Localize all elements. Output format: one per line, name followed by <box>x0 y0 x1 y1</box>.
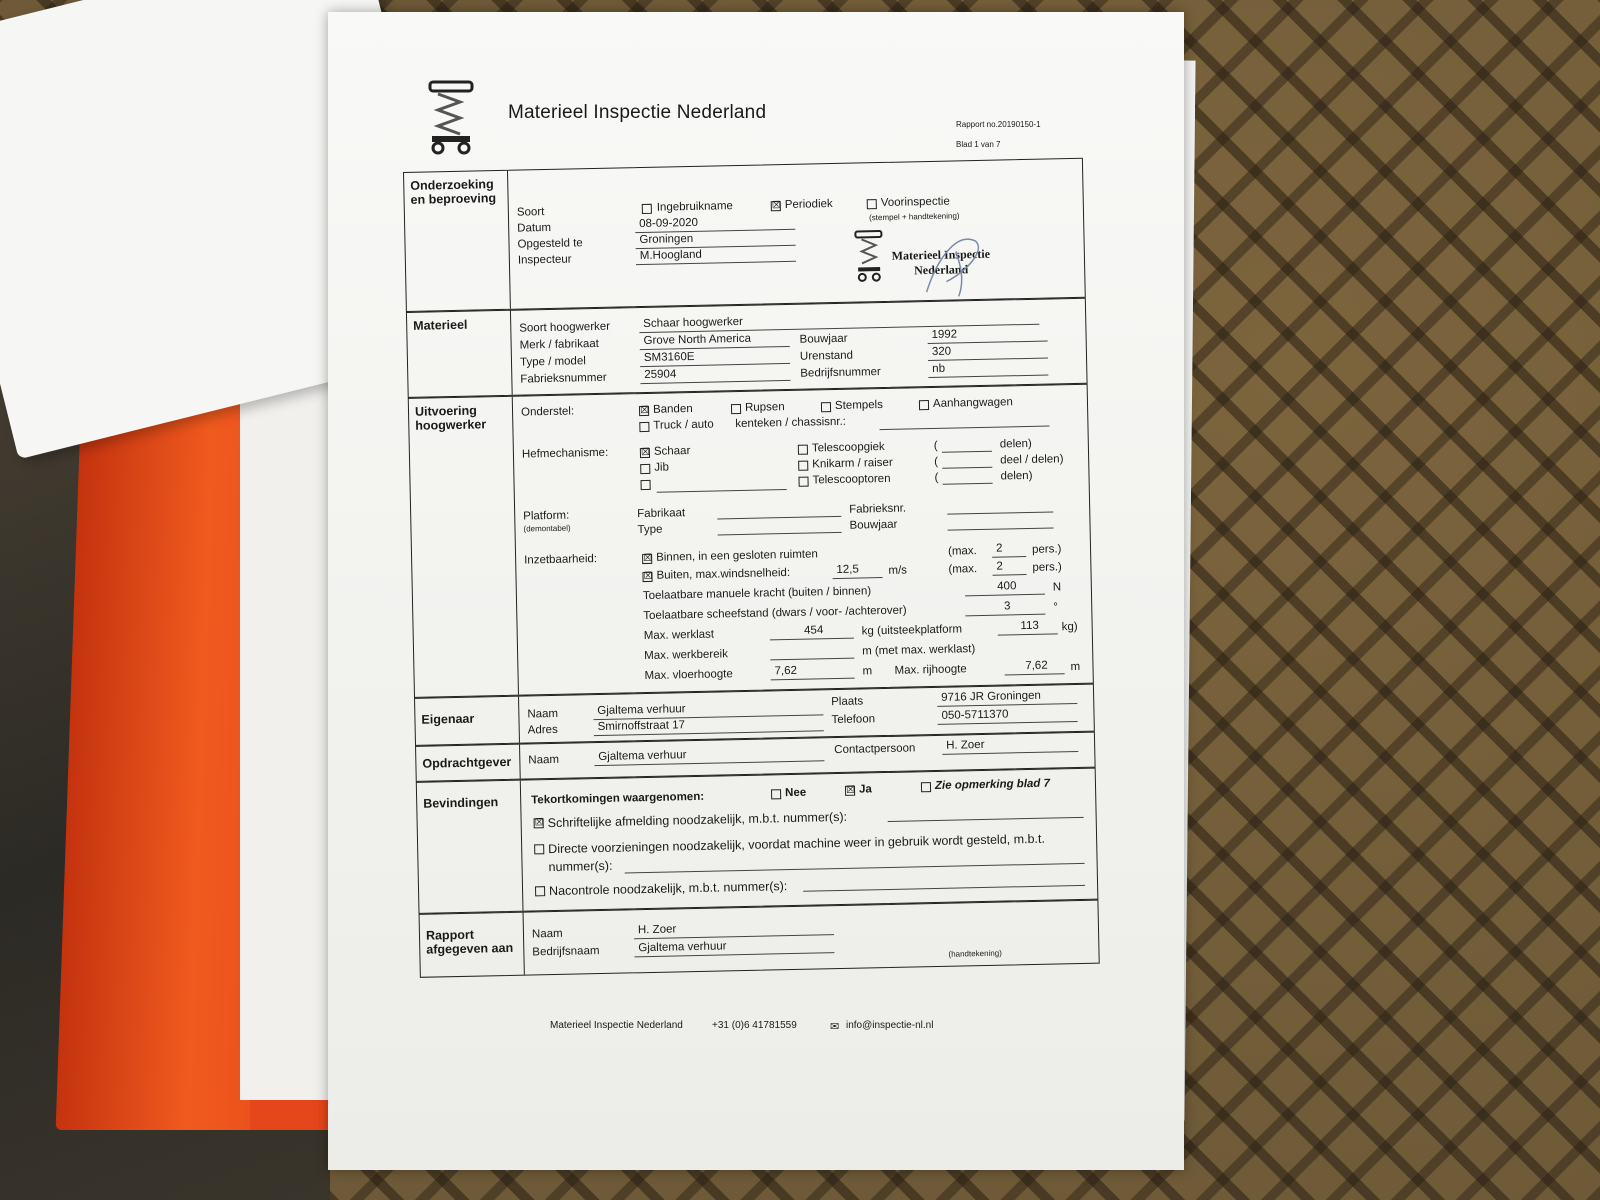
checkbox-knikarm[interactable] <box>798 461 808 471</box>
label-fabrieksnummer: Fabrieksnummer <box>520 371 607 386</box>
value-pers-buiten: 2 <box>992 560 1026 576</box>
field-other-hef[interactable] <box>657 477 787 493</box>
label-platform: Platform: <box>523 509 570 523</box>
sheet-number: Blad 1 van 7 <box>956 140 1001 149</box>
label-telefoon: Telefoon <box>831 713 876 727</box>
section-title: Materieel <box>407 311 513 397</box>
value-opdracht-naam: Gjaltema verhuur <box>594 746 824 766</box>
value-vloerhoogte: 7,62 <box>770 664 854 681</box>
label-werkbereik: Max. werkbereik <box>644 648 729 663</box>
unit-kg: kg) <box>1061 620 1078 634</box>
text-nacontrole: Nacontrole noodzakelijk, m.b.t. nummer(s): <box>548 879 788 899</box>
footer-email: info@inspectie-nl.nl <box>846 1020 934 1031</box>
section-uitvoering: Uitvoering hoogwerker Onderstel: ☒ Banden Rupsen Stempels Aanhangwagen Truck / auto kenteken / chassisnr.: Hefmechanisme: ☒ Schaar Jib Telescoopgiek Knikarm / raiser Telescooptoren ( delen) ( deel / delen) ( delen) Platform: (demontabel) Fabrikaat Type Fabrieksnr. Bouwjaar Inzetbaarheid: ☒ Binnen, in een gesloten ruimten ☒ Buiten, max.windsnelheid: 12,5 m/s (max. 2 pers.) (max. 2 pers.) Toelaatbare manuele kracht (buiten / binnen) 400 N Toelaatbare scheefstand (dwars / voor- /achterover) 3 ° Max. werklast 454 kg (uitsteekplatform 113 kg) Max. werkbereik m (met max. werklast) Max. vloerhoogte 7,62 m Max. rijhoogte 7,62 m <box>408 384 1094 698</box>
value-soort-hoogwerker: Schaar hoogwerker <box>639 310 1039 333</box>
option-buiten: Buiten, max.windsnelheid: <box>656 566 791 582</box>
unit-windsnelheid: m/s <box>888 564 908 577</box>
option-zie-opmerking: Zie opmerking blad 7 <box>934 777 1051 792</box>
checkbox-nacontrole[interactable] <box>535 886 545 896</box>
section-title: Rapport afgegeven aan <box>420 913 525 977</box>
text-directe-voorzieningen: Directe voorzieningen noodzakelijk, voordat machine weer in gebruik wordt gesteld, m.b.t. <box>548 831 1046 857</box>
unit-kracht: N <box>1052 581 1062 594</box>
report-number: Rapport no.20190150-1 <box>956 120 1041 129</box>
checkbox-schaar[interactable]: ☒ <box>640 446 651 459</box>
field-delen-1[interactable] <box>942 439 992 453</box>
label-bedrijfsnummer: Bedrijfsnummer <box>800 366 881 380</box>
stamp-note: (stempel + handtekening) <box>868 211 960 223</box>
label-delen-1: delen) <box>999 437 1032 451</box>
checkbox-ja[interactable]: ☒ <box>845 784 856 796</box>
value-telefoon: 050-5711370 <box>937 707 1077 725</box>
option-ja: Ja <box>858 783 872 796</box>
label-delen-3: delen) <box>1000 469 1033 483</box>
checkbox-other[interactable] <box>641 480 651 490</box>
label-werklast: Max. werklast <box>643 628 715 643</box>
field-nummers-2[interactable] <box>624 851 1084 874</box>
checkbox-stempels[interactable] <box>821 402 831 412</box>
label-tekortkomingen: Tekortkomingen waargenomen: <box>531 790 705 807</box>
option-periodiek: Periodiek <box>784 198 833 212</box>
checkbox-jib[interactable] <box>640 464 650 474</box>
checkbox-rupsen[interactable] <box>731 404 741 414</box>
label-rijhoogte: Max. rijhoogte <box>894 663 967 677</box>
label-plaats: Plaats <box>831 695 864 709</box>
text-nummers: nummer(s): <box>548 858 613 875</box>
field-platform-fabrieksnr[interactable] <box>947 499 1053 514</box>
section-title: Uitvoering hoogwerker <box>409 397 519 697</box>
value-inspecteur: M.Hoogland <box>636 247 796 265</box>
signature-icon <box>905 221 997 303</box>
label-onderstel: Onderstel: <box>520 405 575 419</box>
unit-rijhoogte: m <box>1070 660 1081 674</box>
option-telescooptoren: Telescooptoren <box>812 472 891 487</box>
field-nummers-1[interactable] <box>887 805 1083 822</box>
field-nummers-3[interactable] <box>803 873 1085 892</box>
field-delen-3[interactable] <box>942 471 992 485</box>
label-vloerhoogte: Max. vloerhoogte <box>644 668 733 683</box>
label-urenstand: Urenstand <box>799 349 854 363</box>
unit-scheefstand: ° <box>1053 601 1058 614</box>
option-stempels: Stempels <box>834 399 884 413</box>
field-delen-2[interactable] <box>942 455 992 469</box>
section-title: Onderzoeking en beproeving <box>404 171 511 311</box>
label-bouwjaar: Bouwjaar <box>799 332 848 346</box>
text-schriftelijke-afmelding: Schriftelijke afmelding noodzakelijk, m.b.t. nummer(s): <box>547 809 848 831</box>
value-plaats: 9716 JR Groningen <box>937 689 1077 707</box>
label-pers-1: pers.) <box>1031 543 1062 556</box>
unit-vloerhoogte: m <box>862 665 873 678</box>
section-title: Bevindingen <box>417 781 524 913</box>
field-platform-fabrikaat[interactable] <box>717 504 841 520</box>
value-uitsteekplatform: 113 <box>998 619 1058 635</box>
field-werkbereik[interactable] <box>770 646 854 661</box>
checkbox-binnen[interactable]: ☒ <box>643 552 653 565</box>
stamp-text-1: Materieel Inspectie <box>891 246 991 263</box>
label-delen-2: deel / delen) <box>1000 453 1064 467</box>
label-opdracht-naam: Naam <box>528 753 560 767</box>
mail-icon: ✉ <box>830 1021 840 1033</box>
stamp-text-2: Nederland <box>914 262 969 278</box>
option-telescoopgiek: Telescoopgiek <box>811 440 885 455</box>
option-nee: Nee <box>784 786 807 800</box>
label-kenteken: kenteken / chassisnr.: <box>735 415 847 431</box>
label-platform-type: Type <box>637 523 663 537</box>
field-platform-type[interactable] <box>717 520 841 536</box>
label-eigenaar-naam: Naam <box>527 707 559 721</box>
label-platform-bouwjaar: Bouwjaar <box>849 518 898 532</box>
checkbox-banden[interactable]: ☒ <box>639 404 650 417</box>
option-truck: Truck / auto <box>653 418 714 432</box>
label-contactpersoon: Contactpersoon <box>834 742 916 757</box>
value-rijhoogte: 7,62 <box>1004 659 1064 675</box>
checkbox-truck[interactable] <box>639 422 649 432</box>
section-rapport <box>419 900 1100 978</box>
checkbox-periodiek[interactable]: ☒ <box>771 200 781 212</box>
label-merk: Merk / fabrikaat <box>519 337 600 352</box>
option-voorinspectie: Voorinspectie <box>880 195 950 210</box>
label-eigenaar-adres: Adres <box>527 723 558 737</box>
value-windsnelheid: 12,5 <box>832 563 882 579</box>
label-platform-fabrieksnr: Fabrieksnr. <box>849 502 907 516</box>
value-fabrieksnummer: 25904 <box>640 366 790 384</box>
checkbox-telescoopgiek[interactable] <box>798 445 808 455</box>
value-opgesteld: Groningen <box>635 231 795 249</box>
label-handtekening: (handtekening) <box>948 948 1002 959</box>
footer-company: Materieel Inspectie Nederland <box>550 1020 683 1031</box>
checkbox-zie-opmerking[interactable] <box>921 782 931 792</box>
unit-werklast: kg (uitsteekplatform <box>861 623 963 638</box>
checkbox-ingebruikname[interactable] <box>642 204 652 214</box>
value-urenstand: 320 <box>928 344 1048 362</box>
value-contactpersoon: H. Zoer <box>942 737 1078 755</box>
section-onderzoeking <box>403 158 1086 312</box>
section-bevindingen <box>416 768 1099 914</box>
option-aanhangwagen: Aanhangwagen <box>932 396 1014 410</box>
value-datum: 08-09-2020 <box>635 215 795 233</box>
value-rapport-naam: H. Zoer <box>634 920 834 939</box>
company-logo-icon <box>426 78 476 158</box>
value-merk: Grove North America <box>639 332 789 350</box>
label-soort: Soort <box>516 206 545 219</box>
option-ingebruikname: Ingebruikname <box>656 200 733 214</box>
label-rapport-naam: Naam <box>531 927 563 941</box>
section-materieel <box>406 298 1088 398</box>
value-werklast: 454 <box>770 624 854 641</box>
label-demontabel: (demontabel) <box>523 523 571 534</box>
option-knikarm: Knikarm / raiser <box>812 456 893 471</box>
option-schaar: Schaar <box>653 445 691 458</box>
label-datum: Datum <box>517 221 552 235</box>
option-banden: Banden <box>652 402 693 416</box>
value-eigenaar-adres: Smirnoffstraat 17 <box>594 716 824 736</box>
option-jib: Jib <box>654 461 670 474</box>
value-type: SM3160E <box>640 349 790 367</box>
label-rapport-bedrijf: Bedrijfsnaam <box>532 945 600 959</box>
label-inspecteur: Inspecteur <box>517 253 572 267</box>
field-platform-bouwjaar[interactable] <box>947 515 1053 530</box>
value-pers-binnen: 2 <box>992 542 1026 558</box>
inspection-report-page <box>328 12 1184 1170</box>
checkbox-nee[interactable] <box>771 789 781 799</box>
label-soort-hoogwerker: Soort hoogwerker <box>519 320 611 335</box>
label-kracht: Toelaatbare manuele kracht (buiten / binnen) <box>642 585 872 603</box>
section-title: Opdrachtgever <box>416 745 521 781</box>
section-title: Eigenaar <box>415 697 520 745</box>
footer-phone: +31 (0)6 41781559 <box>712 1020 797 1031</box>
option-rupsen: Rupsen <box>744 401 785 414</box>
label-type: Type / model <box>519 355 586 369</box>
checkbox-buiten[interactable]: ☒ <box>643 570 653 583</box>
label-hefmechanisme: Hefmechanisme: <box>521 446 609 461</box>
unit-werkbereik: m (met max. werklast) <box>862 643 976 658</box>
label-max-1: (max. <box>947 545 977 558</box>
label-pers-2: pers.) <box>1032 561 1062 574</box>
checkbox-voorinspectie[interactable] <box>867 199 877 209</box>
value-scheefstand: 3 <box>965 600 1045 617</box>
label-opgesteld: Opgesteld te <box>517 237 583 251</box>
value-kracht: 400 <box>965 580 1045 597</box>
label-platform-fabrikaat: Fabrikaat <box>637 507 686 521</box>
label-inzetbaarheid: Inzetbaarheid: <box>524 553 598 567</box>
label-scheefstand: Toelaatbare scheefstand (dwars / voor- /achterover) <box>643 604 907 623</box>
label-max-2: (max. <box>948 563 978 576</box>
field-kenteken[interactable] <box>879 414 1049 431</box>
value-rapport-bedrijf: Gjaltema verhuur <box>634 938 834 957</box>
value-eigenaar-naam: Gjaltema verhuur <box>593 700 823 720</box>
value-bedrijfsnummer: nb <box>928 361 1048 379</box>
checkbox-telescooptoren[interactable] <box>798 477 808 487</box>
company-title: Materieel Inspectie Nederland <box>508 102 767 123</box>
checkbox-aanhangwagen[interactable] <box>919 400 929 410</box>
checkbox-directe-voorzieningen[interactable] <box>534 844 544 854</box>
value-bouwjaar: 1992 <box>927 327 1047 345</box>
checkbox-schriftelijke-afmelding[interactable]: ☒ <box>534 817 544 829</box>
inspection-form <box>403 157 1130 992</box>
option-binnen: Binnen, in een gesloten ruimten <box>656 548 818 564</box>
